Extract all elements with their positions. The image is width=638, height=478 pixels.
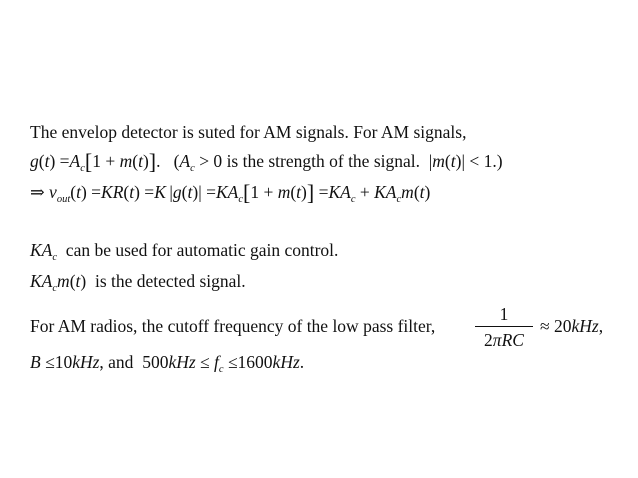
fc-low: 500 xyxy=(142,352,169,372)
strength-note: is the strength of the signal. xyxy=(226,151,421,171)
fc-low-unit: kHz xyxy=(168,352,196,372)
approx-value: 20 xyxy=(553,316,572,336)
bandwidth-line: B ≤10kHz, and $500kHz \le f_c \le 1600kHz$. xyxy=(30,352,305,375)
am-signal-equation: $g(t) =A_c[1 + m(t)]$. ($A_c > 0$ is the strength of the signal. |m(t)| < 1.) xyxy=(30,149,503,174)
envelope-output-equation: ⇒ $v_{out}(t) =KR(t) =K$ $|g(t)| =KA_c[1 + m(t)] =KA_c + KA_cm(t)$ xyxy=(30,180,431,205)
b-unit: kHz xyxy=(72,352,100,372)
and-text: , and xyxy=(99,352,134,372)
kac-text: can be used for automatic gain control. xyxy=(65,240,339,260)
cutoff-fraction: 1 2πRC xyxy=(475,303,533,351)
kac-line: $KA_c$ can be used for automatic gain control. xyxy=(30,240,339,263)
fc-high: 1600 xyxy=(237,352,273,372)
radio-cutoff-line xyxy=(30,315,435,337)
approx-unit: kHz xyxy=(571,316,599,336)
detected-text: is the detected signal. xyxy=(94,271,246,291)
detected-line: $KA_cm(t)$ is the detected signal. xyxy=(30,271,246,294)
b-value: 10 xyxy=(54,352,73,372)
intro-text: The envelop detector is suted for AM signals. For AM signals, xyxy=(30,122,467,142)
fc-high-unit: kHz xyxy=(272,352,300,372)
radio-text: For AM radios, the cutoff frequency of the low pass filter, xyxy=(30,316,436,336)
cutoff-approx: ≈ 20kHz, xyxy=(540,316,604,336)
